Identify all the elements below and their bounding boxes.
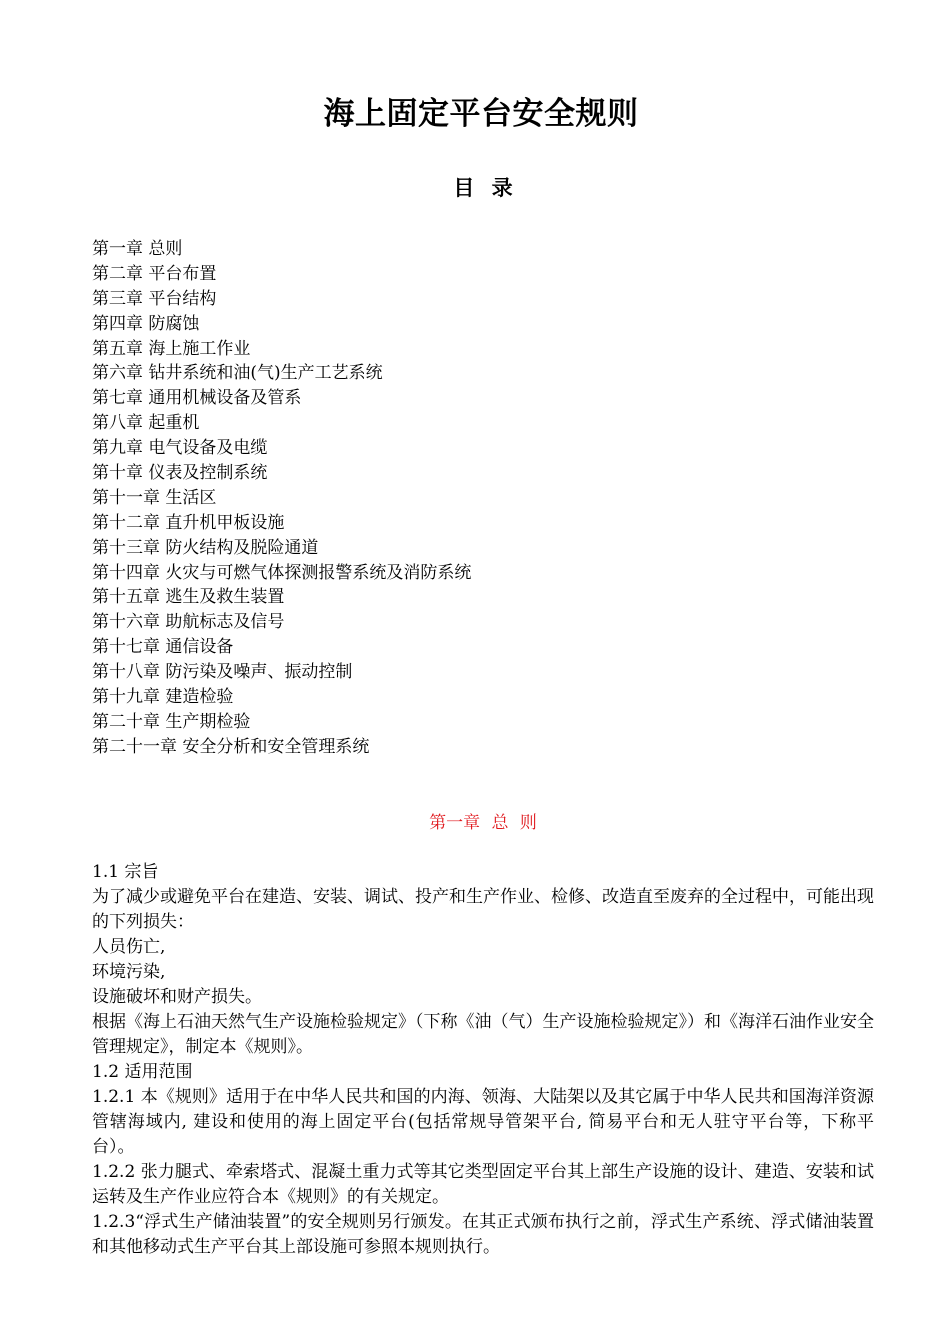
- clause-1-2-3: 1.2.3“浮式生产储油装置”的安全规则另行颁发。在其正式颁布执行之前，浮式生产系统、浮式储油装置和其他移动式生产平台其上部设施可参照本规则执行。: [92, 1212, 874, 1257]
- toc-item-ch21[interactable]: 第二十一章 安全分析和安全管理系统: [92, 736, 370, 757]
- clause-1-2-2: 1.2.2 张力腿式、牵索塔式、混凝土重力式等其它类型固定平台其上部生产设施的设计、建造、安装和试运转及生产作业应符合本《规则》的有关规定。: [92, 1162, 874, 1207]
- list-item: 环境污染,: [92, 962, 166, 982]
- chapter-body: [92, 860, 874, 1260]
- toc-item-ch20[interactable]: 第二十章 生产期检验: [92, 711, 251, 732]
- toc-item-ch5[interactable]: 第五章 海上施工作业: [92, 338, 251, 359]
- list-item: 人员伤亡,: [92, 937, 166, 957]
- chapter-heading: 第一章 总 则: [429, 813, 537, 833]
- toc-item-ch3[interactable]: 第三章 平台结构: [92, 288, 217, 309]
- toc-item-ch19[interactable]: 第十九章 建造检验: [92, 687, 234, 708]
- section-heading-1-2: 1.2 适用范围: [92, 1062, 193, 1082]
- toc-item-ch2[interactable]: 第二章 平台布置: [92, 263, 217, 284]
- toc-item-ch12[interactable]: 第十二章 直升机甲板设施: [92, 512, 285, 533]
- toc-item-ch18[interactable]: 第十八章 防污染及噪声、振动控制: [92, 662, 353, 683]
- toc-item-ch14[interactable]: 第十四章 火灾与可燃气体探测报警系统及消防系统: [92, 562, 472, 583]
- toc-item-ch6[interactable]: 第六章 钻井系统和油(气)生产工艺系统: [92, 363, 383, 384]
- toc-item-ch1[interactable]: 第一章 总则: [92, 239, 183, 259]
- toc-item-ch11[interactable]: 第十一章 生活区: [92, 487, 217, 508]
- list-item: 设施破坏和财产损失。: [92, 987, 262, 1007]
- toc-heading: 目 录: [453, 176, 513, 200]
- clause-1-2-1: 1.2.1 本《规则》适用于在中华人民共和国的内海、领海、大陆架以及其它属于中华人民共和国海洋资源管辖海域内, 建设和使用的海上固定平台(包括常规导管架平台, 简易平台和无人驻守平台等，下称平台）。: [92, 1087, 874, 1157]
- toc-item-ch10[interactable]: 第十章 仪表及控制系统: [92, 463, 268, 484]
- table-of-contents: [92, 237, 892, 760]
- body-paragraph: 根据《海上石油天然气生产设施检验规定》（下称《油（气）生产设施检验规定》）和《海洋石油作业安全管理规定》，制定本《规则》。: [92, 1012, 874, 1057]
- toc-item-ch7[interactable]: 第七章 通用机械设备及管系: [92, 388, 302, 409]
- toc-item-ch8[interactable]: 第八章 起重机: [92, 413, 200, 434]
- toc-item-ch4[interactable]: 第四章 防腐蚀: [92, 313, 200, 334]
- toc-item-ch17[interactable]: 第十七章 通信设备: [92, 637, 234, 658]
- section-heading-1-1: 1.1 宗旨: [92, 862, 159, 882]
- toc-item-ch15[interactable]: 第十五章 逃生及救生装置: [92, 587, 285, 608]
- toc-item-ch16[interactable]: 第十六章 助航标志及信号: [92, 612, 285, 633]
- document-title: 海上固定平台安全规则: [323, 96, 639, 132]
- toc-item-ch13[interactable]: 第十三章 防火结构及脱险通道: [92, 537, 319, 558]
- body-paragraph: 为了减少或避免平台在建造、安装、调试、投产和生产作业、检修、改造直至废弃的全过程中，可能出现的下列损失：: [92, 887, 874, 932]
- toc-item-ch9[interactable]: 第九章 电气设备及电缆: [92, 438, 268, 459]
